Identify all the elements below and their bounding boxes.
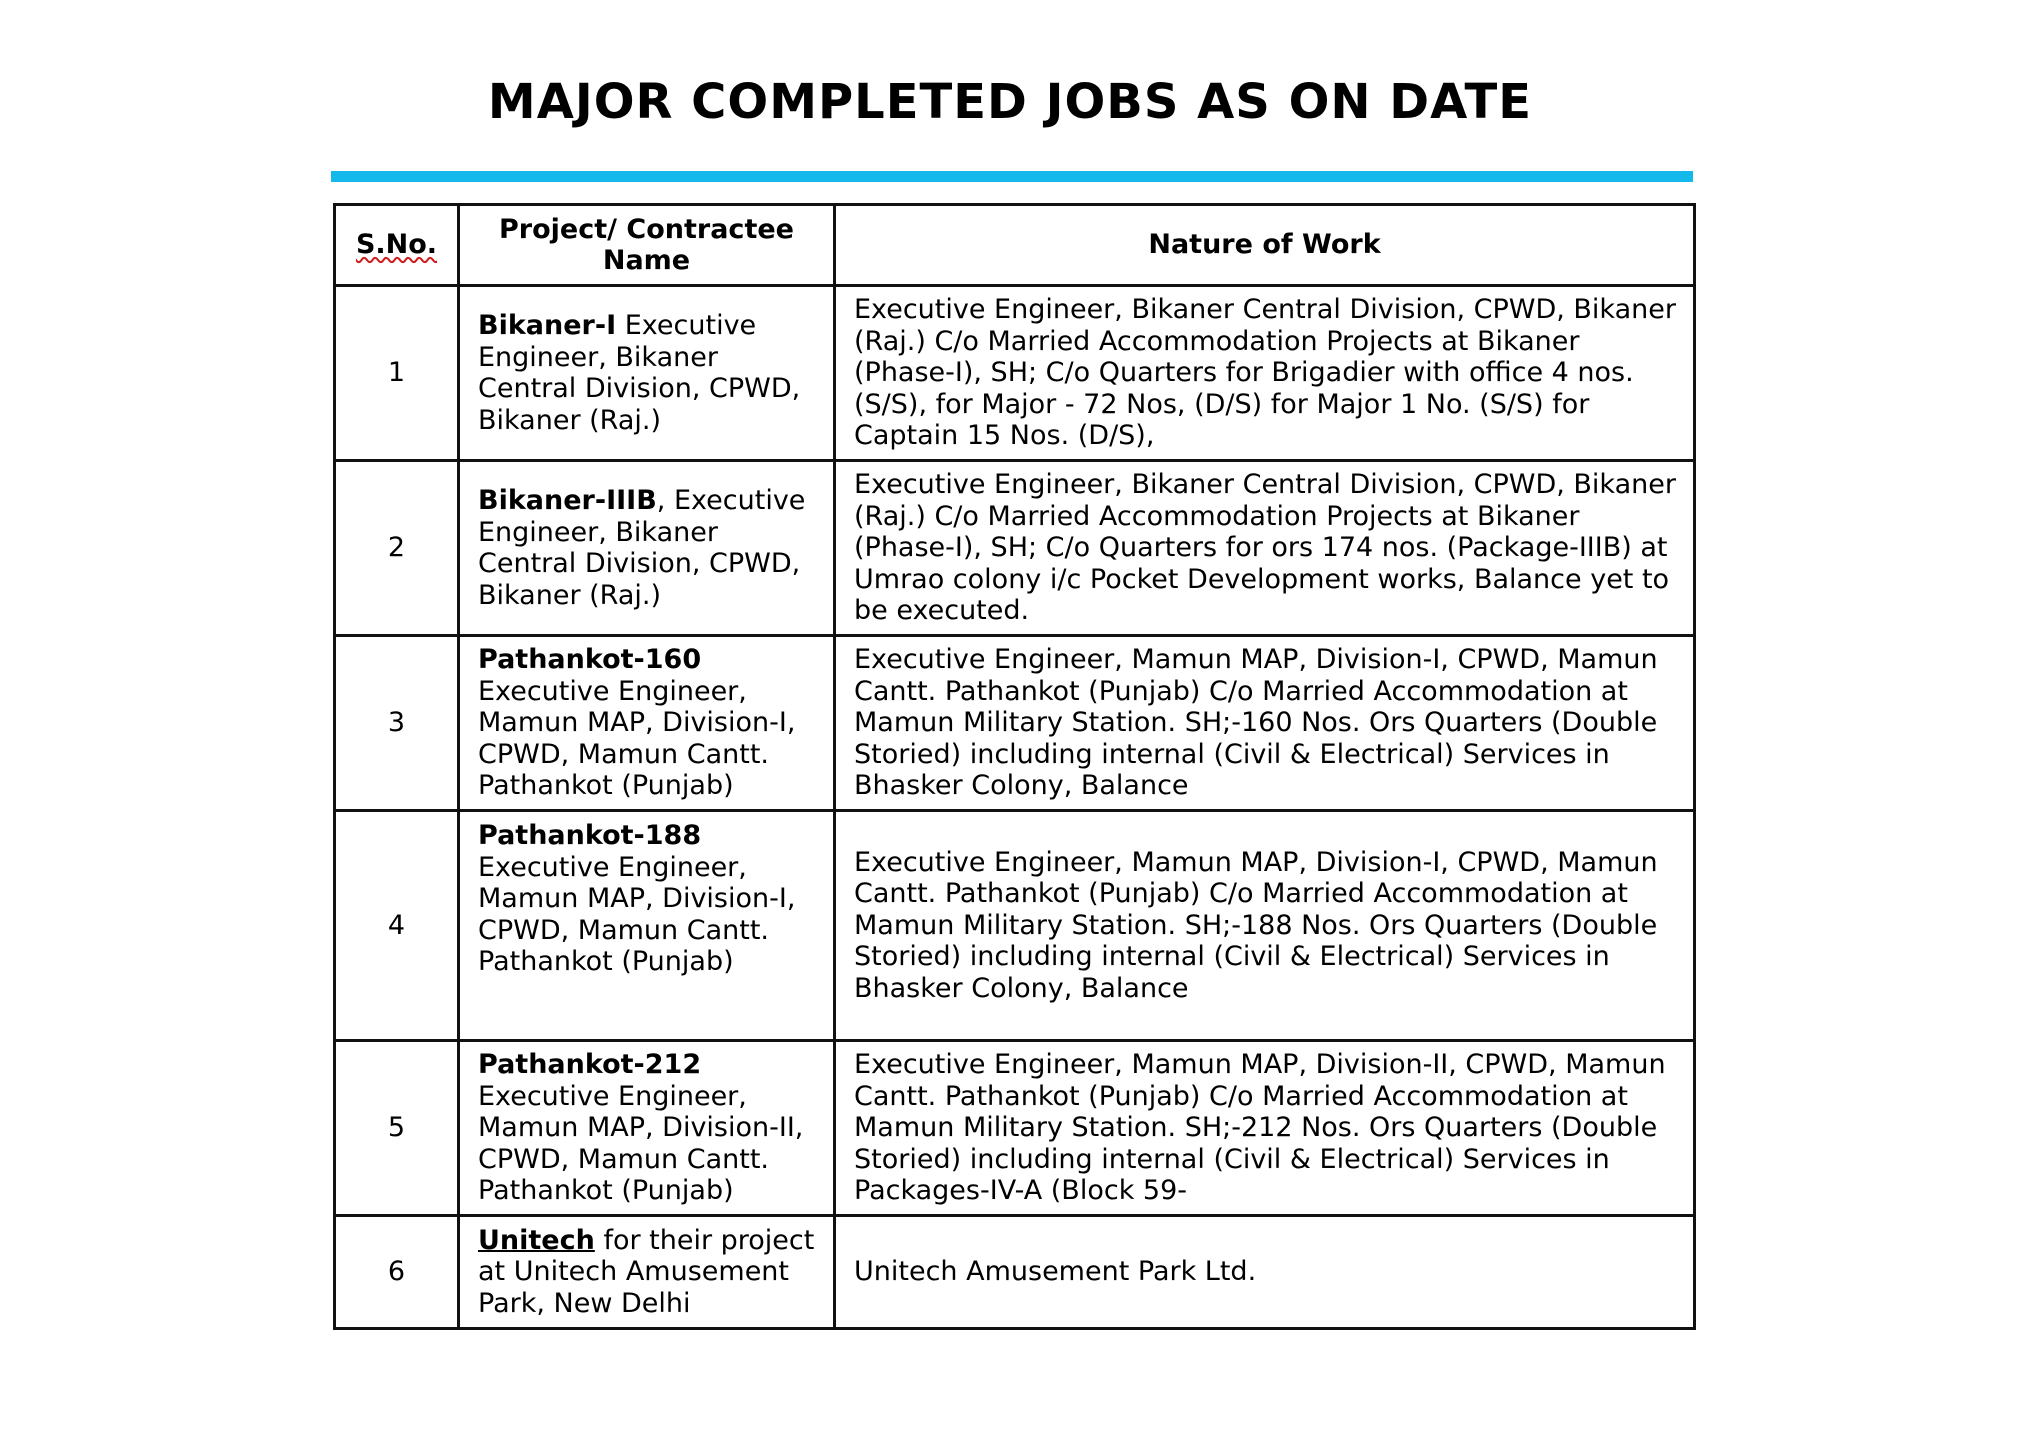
table-row [335,811,1695,1041]
cell-nature-of-work: Executive Engineer, Bikaner Central Division, CPWD, Bikaner (Raj.) C/o Married Accommodation Projects at Bikaner (Phase-I), SH; C/o Quarters for Brigadier with office 4 nos. (S/S), for Major - 72 Nos, (D/S) for Major 1 No. (S/S) for Captain 15 Nos. (D/S), [835,286,1695,461]
project-detail: Executive Engineer, Mamun MAP, Division-I, CPWD, Mamun Cantt. Pathankot (Punjab) [478,851,796,977]
header-sno: S.No. [335,205,459,286]
project-name: Bikaner-IIIB [478,485,657,516]
cell-project [459,1216,835,1329]
table-row [335,1216,1695,1329]
table-row [335,286,1695,461]
project-name: Pathankot-160 [478,644,702,676]
cell-project [459,811,835,1041]
project-name: Bikaner-I [478,310,617,341]
project-detail: , Executive Engineer, Bikaner Central Division, CPWD, Bikaner (Raj.) [478,485,806,611]
cell-project [459,1041,835,1216]
project-detail: Executive Engineer, Mamun MAP, Division-I, CPWD, Mamun Cantt. Pathankot (Punjab) [478,675,796,802]
completed-jobs-table [333,203,1696,1330]
cell-nature-of-work: Executive Engineer, Mamun MAP, Division-II, CPWD, Mamun Cantt. Pathankot (Punjab) C/o Married Accommodation at Mamun Military Station. SH;-212 Nos. Ors Quarters (Double Storied) including internal (Civil & Electrical) Services in Packages-IV-A (Block 59- [835,1041,1695,1216]
cell-project [459,286,835,461]
title-accent-rule [331,171,1693,182]
project-name: Pathankot-188 [478,820,702,851]
table-row [335,636,1695,811]
cell-sno: 3 [335,636,459,811]
cell-sno: 4 [335,811,459,1041]
project-name: Unitech [478,1224,595,1256]
cell-project [459,636,835,811]
cell-sno: 2 [335,461,459,636]
cell-sno: 1 [335,286,459,461]
table-row [335,461,1695,636]
cell-sno: 5 [335,1041,459,1216]
header-project: Project/ Contractee Name [459,205,835,286]
project-name: Pathankot-212 [478,1049,702,1081]
header-nature-of-work: Nature of Work [835,205,1695,286]
cell-project [459,461,835,636]
page-title: MAJOR COMPLETED JOBS AS ON DATE [487,74,1533,130]
cell-nature-of-work: Unitech Amusement Park Ltd. [835,1216,1695,1329]
table-row [335,1041,1695,1216]
table-header-row [335,205,1695,286]
cell-nature-of-work: Executive Engineer, Mamun MAP, Division-I, CPWD, Mamun Cantt. Pathankot (Punjab) C/o Married Accommodation at Mamun Military Station. SH;-160 Nos. Ors Quarters (Double Storied) including internal (Civil & Electrical) Services in Bhasker Colony, Balance [835,636,1695,811]
project-detail: Executive Engineer, Mamun MAP, Division-II, CPWD, Mamun Cantt. Pathankot (Punjab) [478,1080,804,1207]
project-detail: Executive Engineer, Bikaner Central Division, CPWD, Bikaner (Raj.) [478,310,801,436]
project-detail: for their project at Unitech Amusement Park, New Delhi [478,1224,815,1319]
cell-nature-of-work: Executive Engineer, Mamun MAP, Division-I, CPWD, Mamun Cantt. Pathankot (Punjab) C/o Married Accommodation at Mamun Military Station. SH;-188 Nos. Ors Quarters (Double Storied) including internal (Civil & Electrical) Services in Bhasker Colony, Balance [835,811,1695,1041]
cell-sno: 6 [335,1216,459,1329]
cell-nature-of-work: Executive Engineer, Bikaner Central Division, CPWD, Bikaner (Raj.) C/o Married Accommodation Projects at Bikaner (Phase-I), SH; C/o Quarters for ors 174 nos. (Package-IIIB) at Umrao colony i/c Pocket Development works, Balance yet to be executed. [835,461,1695,636]
